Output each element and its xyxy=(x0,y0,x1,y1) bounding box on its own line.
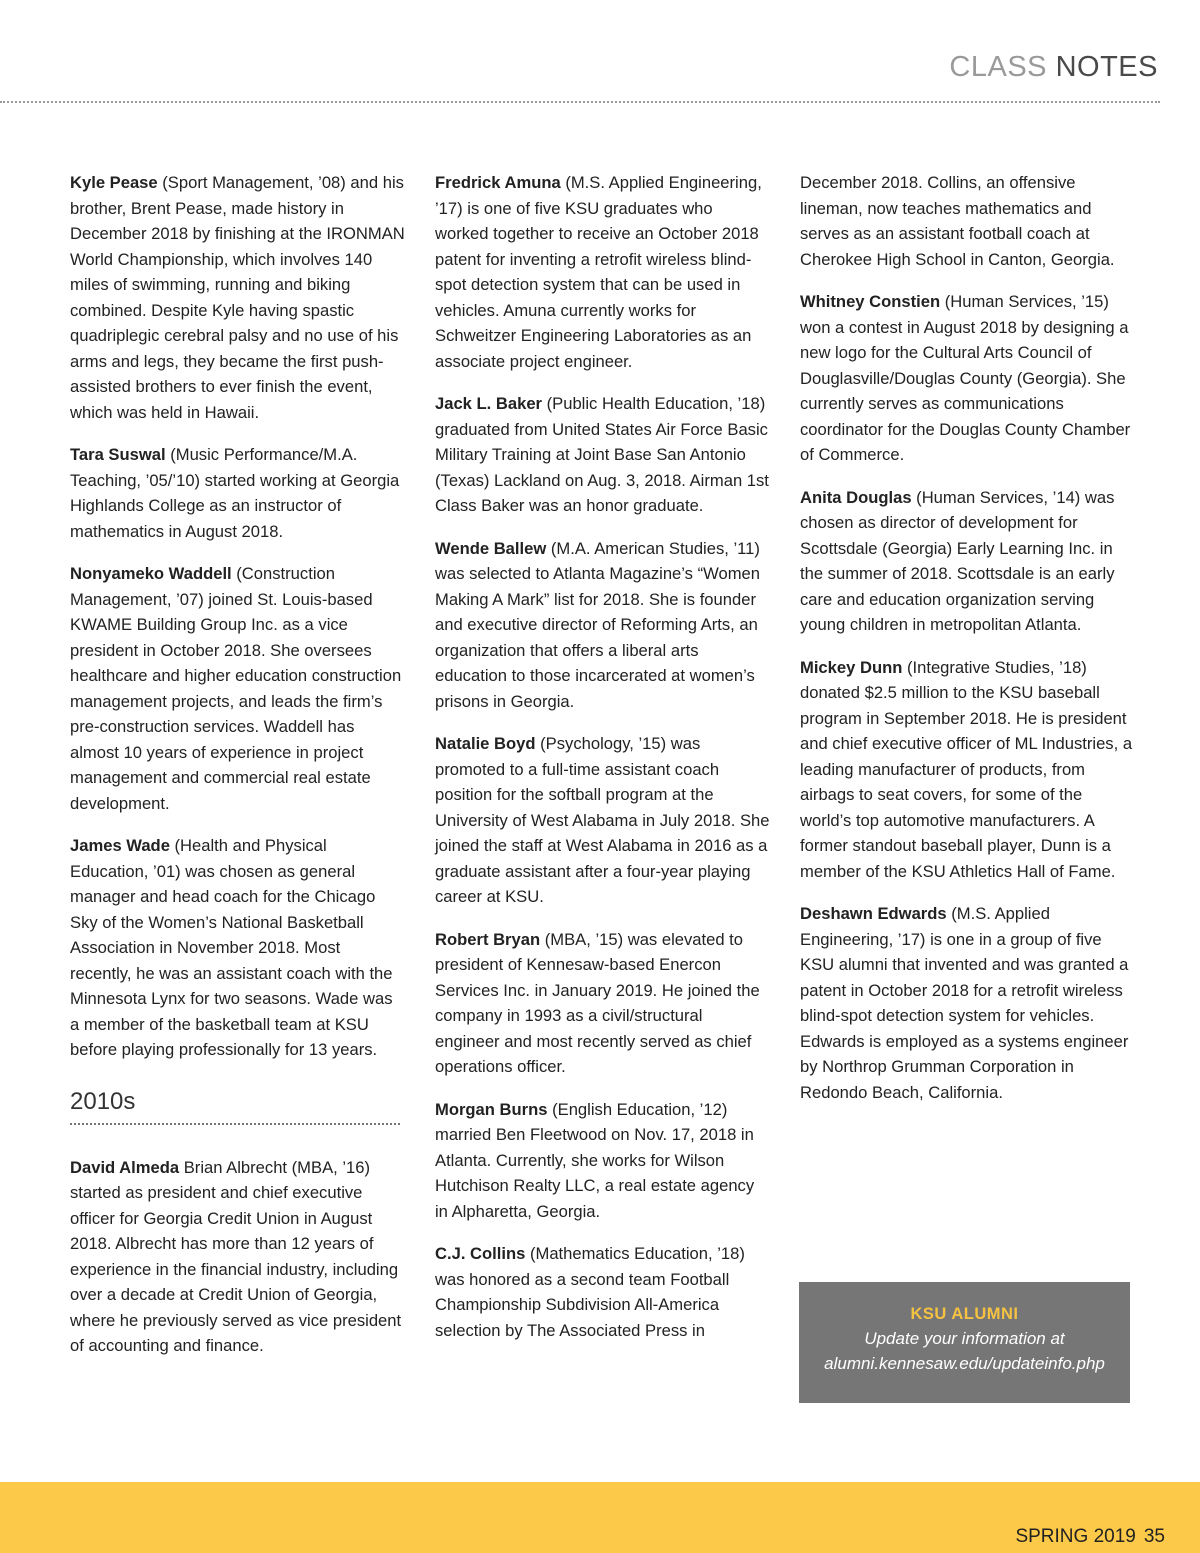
class-note-entry xyxy=(435,170,770,374)
note-text: Brian Albrecht (MBA, ’16) started as president and chief executive officer for Georgia Credit Union in August 2018. Albrecht has more than 12 years of experience in the financial industry, including over a decade at Credit Union of Georgia, where he previously served as vice president of accounting and finance. xyxy=(70,1157,402,1355)
class-note-continuation: December 2018. Collins, an offensive lineman, now teaches mathematics and serves as an assistant football coach at Cherokee High School in Canton, Georgia. xyxy=(800,173,1115,269)
header-dotted-rule xyxy=(0,101,1160,103)
section-title-dark: NOTES xyxy=(1055,51,1158,83)
promo-url: alumni.kennesaw.edu/updateinfo.php xyxy=(824,1354,1105,1373)
class-note-entry xyxy=(70,1155,405,1359)
note-text: (MBA, ’15) was elevated to president of Kennesaw-based Enercon Services Inc. in January 2019. He joined the company in 1993 as a civil/structural engineer and most recently served as chief operations officer. xyxy=(435,929,760,1076)
section-title xyxy=(949,50,1158,84)
note-text: (Integrative Studies, ’18) donated $2.5 million to the KSU baseball program in September 2018. He is president and chief executive officer of ML Industries, a leading manufacturer of products, from airbags to seat covers, for some of the world’s top automotive manufacturers. A former standout baseball player, Dunn is a member of the KSU Athletics Hall of Fame. xyxy=(800,657,1133,881)
note-text: (Public Health Education, ’18) graduated from United States Air Force Basic Military Training at Joint Base San Antonio (Texas) Lackland on Aug. 3, 2018. Airman 1st Class Baker was an honor graduate. xyxy=(435,394,769,515)
note-text: (English Education, ’12) married Ben Fleetwood on Nov. 17, 2018 in Atlanta. Currently, she works for Wilson Hutchison Realty LLC, a real estate agency in Alpharetta, Georgia. xyxy=(435,1099,755,1221)
alumni-name: Mickey Dunn xyxy=(800,657,903,677)
issue-label: SPRING 2019 xyxy=(1015,1526,1136,1547)
note-text: (M.A. American Studies, ’11) was selected to Atlanta Magazine’s “Women Making A Mark” list for 2018. She is founder and executive director of Reforming Arts, an organization that offers a liberal arts education to those incarcerated at women’s prisons in Georgia. xyxy=(435,538,760,711)
alumni-name: Deshawn Edwards xyxy=(800,904,947,923)
class-note-entry xyxy=(435,927,770,1080)
footer-folio xyxy=(1015,1526,1165,1548)
alumni-name: Jack L. Baker xyxy=(435,394,543,413)
note-text: (Psychology, ’15) was promoted to a full-time assistant coach position for the softball program at the University of West Alabama in July 2018. She joined the staff at West Alabama in 2016 as a graduate assistant after a four-year playing career at KSU. xyxy=(435,734,770,906)
column-2 xyxy=(435,170,770,1360)
class-note-entry xyxy=(800,485,1135,638)
page-number: 35 xyxy=(1143,1526,1165,1547)
decade-heading: 2010s xyxy=(70,1087,400,1125)
alumni-name: Natalie Boyd xyxy=(435,734,536,753)
alumni-name: Robert Bryan xyxy=(435,929,541,949)
alumni-name: C.J. Collins xyxy=(435,1244,526,1263)
class-note-entry xyxy=(70,170,405,425)
section-spacer xyxy=(70,1125,405,1155)
alumni-name: Anita Douglas xyxy=(800,487,912,507)
class-note-entry xyxy=(435,391,770,519)
note-text: (Health and Physical Education, ’01) was chosen as general manager and head coach for the Chicago Sky of the Women’s National Basketball Association in November 2018. Most recently, he was an assistant coach with the Minnesota Lynx for two seasons. Wade was a member of the basketball team at KSU before playing professionally for 13 years. xyxy=(70,836,393,1059)
section-title-light: CLASS xyxy=(949,51,1048,83)
class-note-entry xyxy=(435,1097,770,1225)
class-note-entry xyxy=(435,536,770,715)
class-note-entry xyxy=(800,655,1135,885)
alumni-name: Tara Suswal xyxy=(70,445,166,464)
column-3 xyxy=(800,170,1135,1122)
alumni-name: Kyle Pease xyxy=(70,173,158,192)
class-note-entry xyxy=(70,833,405,1063)
class-note-entry xyxy=(70,442,405,544)
note-text: (Sport Management, ’08) and his brother, Brent Pease, made history in December 2018 by finishing at the IRONMAN World Championship, which involves 140 miles of swimming, running and biking combined. Despite Kyle having spastic quadriplegic cerebral palsy and no use of his arms and legs, they became the first push-assisted brothers to ever finish the event, which was held in Hawaii. xyxy=(70,173,405,422)
alumni-name: Nonyameko Waddell xyxy=(70,564,232,583)
note-text: (Construction Management, ’07) joined St. Louis-based KWAME Building Group Inc. as a vice president in October 2018. She oversees healthcare and higher education construction management projects, and leads the firm’s pre-construction services. Waddell has almost 10 years of experience in project management and commercial real estate development. xyxy=(70,564,402,813)
note-text: (M.S. Applied Engineering, ’17) is one in a group of five KSU alumni that invented and was granted a patent in October 2018 for a retrofit wireless blind-spot detection system for vehicles. Edwards is employed as a systems engineer by Northrop Grumman Corporation in Redondo Beach, California. xyxy=(800,904,1129,1102)
class-note-entry xyxy=(435,1241,770,1343)
promo-title: KSU ALUMNI xyxy=(910,1305,1019,1323)
column-1 xyxy=(70,170,405,1376)
alumni-name: Wende Ballew xyxy=(435,538,547,558)
class-note-entry xyxy=(435,731,770,910)
note-text: (Music Performance/M.A. Teaching, ’05/’10) started working at Georgia Highlands College as an instructor of mathematics in August 2018. xyxy=(70,445,400,541)
class-note-entry xyxy=(800,901,1135,1105)
class-note-entry xyxy=(70,561,405,816)
alumni-name: David Almeda xyxy=(70,1157,180,1177)
promo-line-1: Update your information at xyxy=(864,1329,1065,1348)
alumni-name: Whitney Constien xyxy=(800,292,941,311)
note-text: (M.S. Applied Engineering, ’17) is one of five KSU graduates who worked together to receive an October 2018 patent for inventing a retrofit wireless blind-spot detection system that can be used in vehicles. Amuna currently works for Schweitzer Engineering Laboratories as an associate project engineer. xyxy=(435,173,762,371)
note-text: (Human Services, ’15) won a contest in August 2018 by designing a new logo for the Cultural Arts Council of Douglasville/Douglas County (Georgia). She currently serves as communications coordinator for the Douglas County Chamber of Commerce. xyxy=(800,292,1131,464)
alumni-name: Fredrick Amuna xyxy=(435,173,561,192)
alumni-name: James Wade xyxy=(70,836,170,855)
alumni-update-promo-box xyxy=(799,1282,1130,1403)
note-text: (Human Services, ’14) was chosen as director of development for Scottsdale (Georgia) Early Learning Inc. in the summer of 2018. Scottsdale is an early care and education organization serving young children in metropolitan Atlanta. xyxy=(800,487,1115,634)
note-text: (Mathematics Education, ’18) was honored as a second team Football Championship Subdivision All-America selection by The Associated Press in xyxy=(435,1244,745,1340)
class-note-entry xyxy=(800,289,1135,468)
alumni-name: Morgan Burns xyxy=(435,1099,548,1119)
